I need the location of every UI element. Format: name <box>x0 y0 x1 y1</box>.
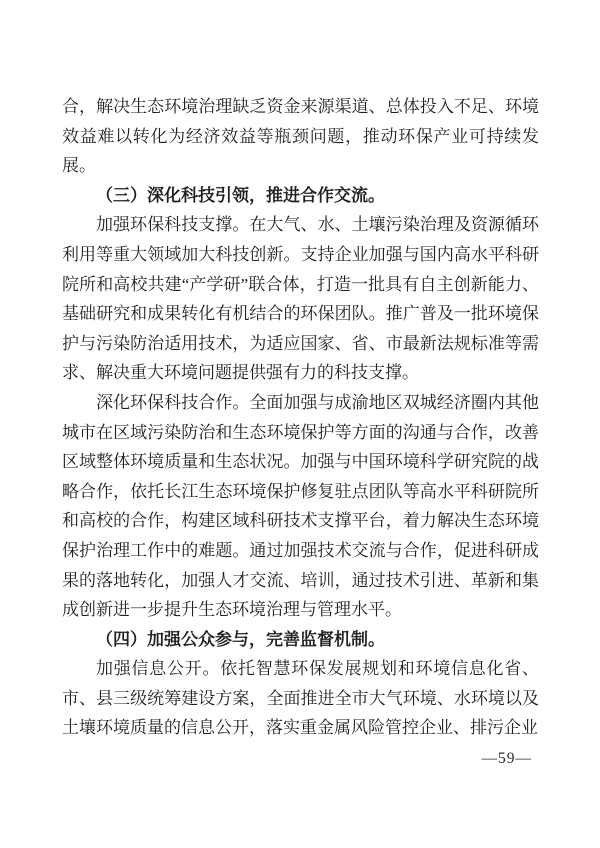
section-heading: （三）深化科技引领，推进合作交流。 <box>96 185 385 205</box>
paragraph: 深化环保科技合作。全面加强与成渝地区双城经济圈内其他城市在区域污染防治和生态环境保护等方面的沟通与合作，改善区域整体环境质量和生态状况。加强与中国环境科学研究院的战略合作，依托长江生态环境保护修复驻点团队等高水平科研院所和高校的合作，构建区域科研技术支撑平台，着力解决生态环境保护治理工作中的难题。通过加强技术交流与合作，促进科研成果的落地转化，加强人才交流、培训，通过技术引进、革新和集成创新进一步提升生态环境治理与管理水平。 <box>62 392 539 620</box>
document-body <box>62 92 539 743</box>
section-heading: （四）加强公众参与，完善监督机制。 <box>96 629 385 649</box>
paragraph: 加强信息公开。依托智慧环保发展规划和环境信息化省、市、县三级统筹建设方案，全面推进全市大气环境、水环境以及土壤环境质量的信息公开，落实重金属风险管控企业、排污企业 <box>62 659 539 738</box>
paragraph: 合，解决生态环境治理缺乏资金来源渠道、总体投入不足、环境效益难以转化为经济效益等瓶颈问题，推动环保产业可持续发展。 <box>62 97 539 176</box>
paragraph: 加强环保科技支撑。在大气、水、土壤污染治理及资源循环利用等重大领域加大科技创新。支持企业加强与国内高水平科研院所和高校共建“产学研”联合体，打造一批具有自主创新能力、基础研究和成果转化有机结合的环保团队。推广普及一批环境保护与污染防治适用技术，为适应国家、省、市最新法规标准等需求、解决重大环境问题提供强有力的科技支撑。 <box>62 215 539 383</box>
page-number: —59— <box>481 750 532 767</box>
